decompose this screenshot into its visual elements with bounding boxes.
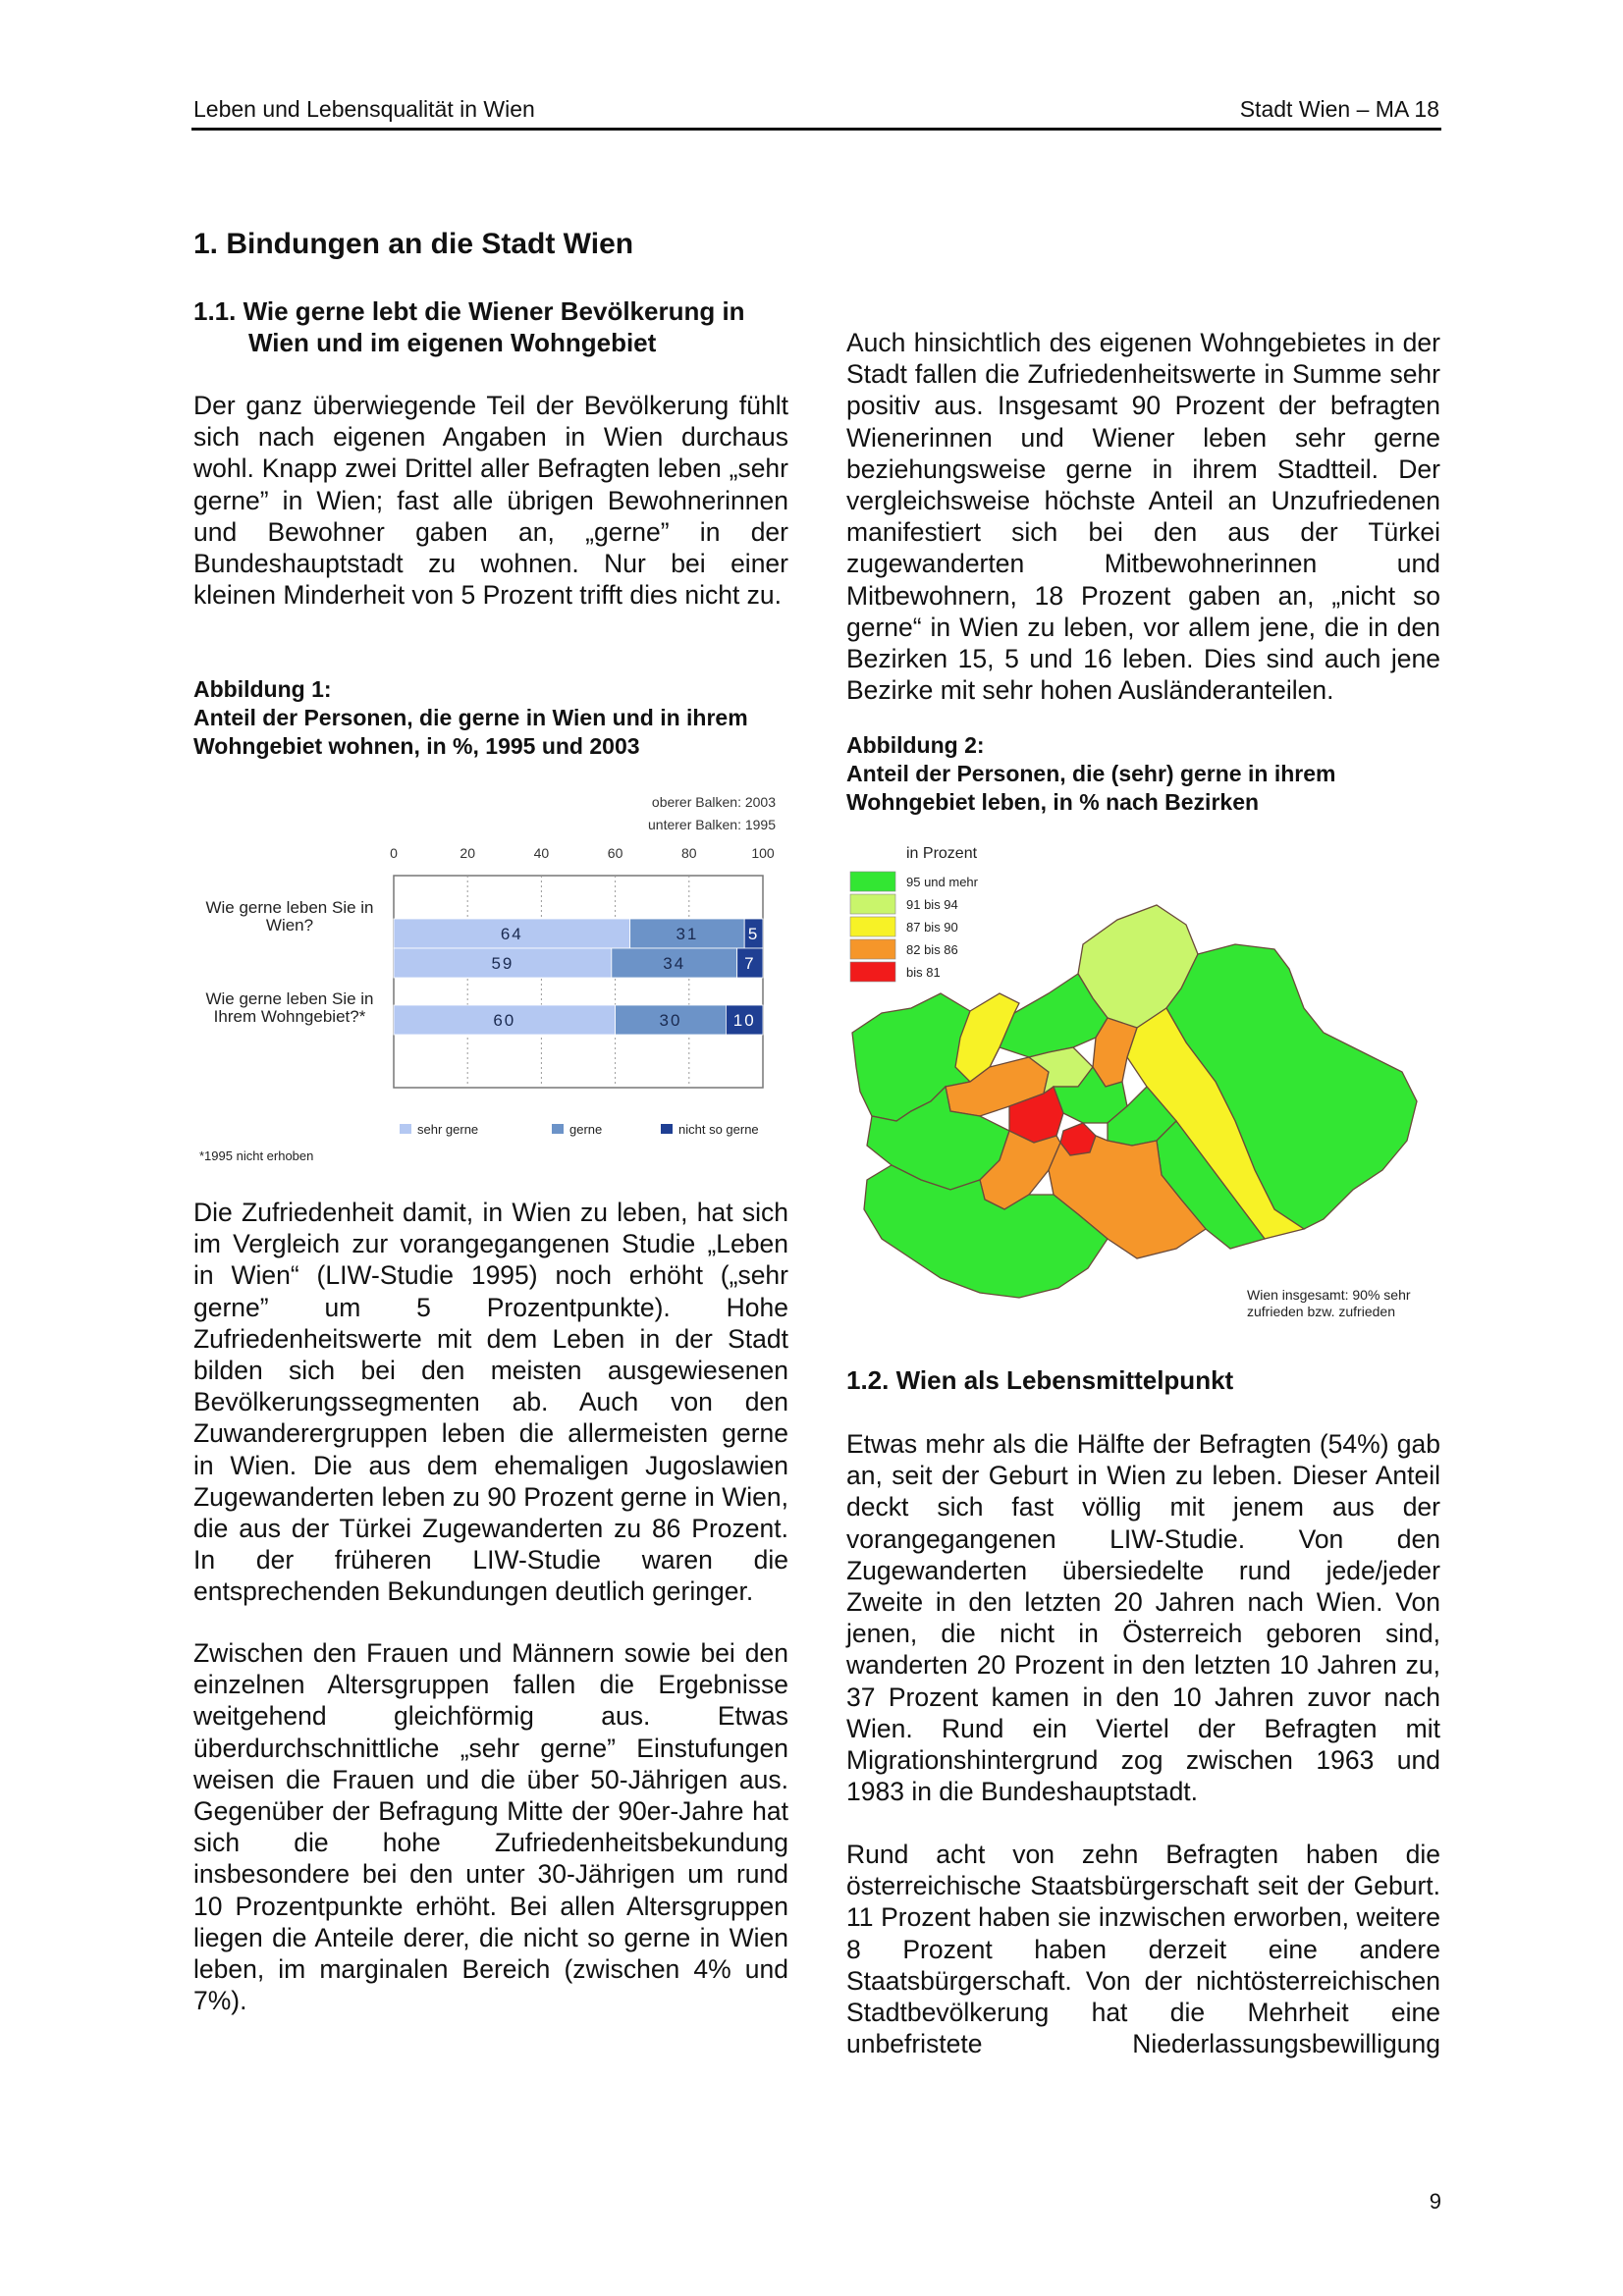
subsection-1-1-line1: 1.1. Wie gerne lebt die Wiener Bevölkerung in xyxy=(193,296,745,326)
chart-note-1995: unterer Balken: 1995 xyxy=(648,817,776,832)
map-legend-label: 87 bis 90 xyxy=(906,920,958,934)
right-paragraph-1: Auch hinsichtlich des eigenen Wohngebietes in der Stadt fallen die Zufriedenheitswerte in Summe sehr positiv aus. Insgesamt 90 Prozent der befragten Wienerinnen und Wiener leben sehr gerne beziehungsweise gerne in ihrem Stadtteil. Der vergleichsweise höchste Anteil an Unzufriedenen manifestiert sich bei den aus der Türkei zugewanderten Mitbewohnerinnen und Mitbewohnern, 18 Prozent gaben an, „nicht so gerne“ in Wien zu leben, vor allem jene, die in den Bezirken 15, 5 und 16 leben. Dies sind auch jene Bezirke mit sehr hohen Ausländeranteilen. xyxy=(846,328,1440,706)
legend-label: sehr gerne xyxy=(417,1122,479,1137)
section-title: 1. Bindungen an die Stadt Wien xyxy=(193,228,634,260)
x-tick-label: 100 xyxy=(751,845,775,861)
left-paragraph-1: Der ganz überwiegende Teil der Bevölkerung fühlt sich nach eigenen Angaben in Wien durchaus wohl. Knapp zwei Drittel aller Befragten leben „sehr gerne” in Wien; fast alle übrigen Bewohnerinnen und Bewohner gaben an, „gerne” in der Bundeshauptstadt zu wohnen. Nur bei einer kleinen Minderheit von 5 Prozent trifft dies nicht zu. xyxy=(193,391,788,611)
x-tick-label: 80 xyxy=(681,845,697,861)
group-label-line1: Wie gerne leben Sie in xyxy=(205,898,374,917)
map-legend-label: 95 und mehr xyxy=(906,875,978,889)
x-tick-label: 60 xyxy=(607,845,623,861)
right-paragraph-3: Rund acht von zehn Befragten haben die österreichische Staatsbürgerschaft seit der Geburt. 11 Prozent haben sie inzwischen erworben, weitere 8 Prozent haben derzeit eine andere Staatsbürgerschaft. Von der nichtösterreichischen Stadtbevölkerung hat die Mehrheit eine unbefristete Niederlassungsbewilligung xyxy=(846,1840,1440,2059)
x-tick-label: 20 xyxy=(460,845,475,861)
group-label-line2: Ihrem Wohngebiet?* xyxy=(213,1007,366,1026)
legend-swatch xyxy=(661,1124,673,1134)
subsection-1-1-line2: Wien und im eigenen Wohngebiet xyxy=(248,328,657,357)
chart-footnote: *1995 nicht erhoben xyxy=(199,1148,314,1163)
vienna-district-map xyxy=(852,905,1417,1298)
map-legend-label: bis 81 xyxy=(906,965,941,980)
group-label-line1: Wie gerne leben Sie in xyxy=(205,989,374,1008)
figure-2-label: Abbildung 2: xyxy=(846,732,985,758)
legend-label: gerne xyxy=(569,1122,603,1137)
bar-value-label: 7 xyxy=(744,954,756,973)
plot-area xyxy=(394,876,763,1088)
header-rule xyxy=(191,128,1441,131)
bar-value-label: 5 xyxy=(747,925,760,943)
legend-swatch xyxy=(552,1124,564,1134)
right-paragraph-2: Etwas mehr als die Hälfte der Befragten (54%) gab an, seit der Geburt in Wien zu leben. Dieser Anteil deckt sich fast völlig mit jenem aus der vorangegangenen LIW-Studie. Von den Zugewanderten übersiedelte rund jede/jeder Zweite in den letzten 20 Jahren nach Wien. Von jenen, die nicht in Österreich geboren sind, wanderten 20 Prozent in den letzten 10 Jahren zu, 37 Prozent kamen in den 10 Jahren zuvor nach Wien. Rund ein Viertel der Befragten mit Migrationshintergrund zog zwischen 1963 und 1983 in die Bundeshauptstadt. xyxy=(846,1429,1440,1807)
bar-value-label: 60 xyxy=(493,1011,516,1030)
page-number: 9 xyxy=(1429,2189,1441,2214)
group-label-line2: Wien? xyxy=(265,916,314,934)
map-legend-label: 91 bis 94 xyxy=(906,897,958,912)
legend-label: nicht so gerne xyxy=(678,1122,759,1137)
map-legend-title: in Prozent xyxy=(906,845,978,862)
bar-value-label: 34 xyxy=(663,954,686,973)
chart-note-2003: oberer Balken: 2003 xyxy=(651,794,776,810)
bar-value-label: 30 xyxy=(659,1011,682,1030)
x-tick-label: 0 xyxy=(390,845,398,861)
figure-1-chart xyxy=(191,785,790,1173)
subsection-1-2: 1.2. Wien als Lebensmittelpunkt xyxy=(846,1365,1234,1395)
bar-value-label: 64 xyxy=(500,925,523,943)
map-note-line2: zufrieden bzw. zufrieden xyxy=(1247,1304,1395,1319)
map-legend-swatch xyxy=(850,939,895,959)
figure-2-caption: Anteil der Personen, die (sehr) gerne in ihrem Wohngebiet leben, in % nach Bezirken xyxy=(846,761,1336,815)
header-title: Leben und Lebensqualität in Wien xyxy=(193,96,535,122)
figure-1-caption: Anteil der Personen, die gerne in Wien und in ihrem Wohngebiet wohnen, in %, 1995 und 2003 xyxy=(193,705,748,759)
bar-value-label: 59 xyxy=(491,954,514,973)
figure-2-map xyxy=(842,836,1432,1327)
map-legend-swatch xyxy=(850,917,895,936)
x-tick-label: 40 xyxy=(533,845,550,861)
left-paragraph-3: Zwischen den Frauen und Männern sowie bei den einzelnen Altersgruppen fallen die Ergebnisse weitgehend gleichförmig aus. Etwas überdurchschnittliche „sehr gerne” Einstufungen weisen die Frauen und die über 50-Jährigen aus. Gegenüber der Befragung Mitte der 90er-Jahre hat sich die hohe Zufriedenheitsbekundung insbesondere bei den unter 30-Jährigen um rund 10 Prozentpunkte erhöht. Bei allen Altersgruppen liegen die Anteile derer, die nicht so gerne in Wien leben, im marginalen Bereich (zwischen 4% und 7%). xyxy=(193,1638,788,2016)
left-paragraph-2: Die Zufriedenheit damit, in Wien zu leben, hat sich im Vergleich zur vorangegangenen Studie „Leben in Wien“ (LIW-Studie 1995) noch erhöht („sehr gerne” um 5 Prozentpunkte). Hohe Zufriedenheitswerte mit dem Leben in der Stadt bilden sich bei den meisten ausgewiesenen Bevölkerungssegmenten ab. Auch von den Zuwanderergruppen leben die allermeisten gerne in Wien. Die aus dem ehemaligen Jugoslawien Zugewanderten leben zu 90 Prozent gerne in Wien, die aus der Türkei Zugewanderten zu 86 Prozent. In der früheren LIW-Studie waren die entsprechenden Bekundungen deutlich geringer. xyxy=(193,1198,788,1607)
bar-value-label: 31 xyxy=(676,925,699,943)
map-legend-swatch xyxy=(850,894,895,914)
figure-1-label: Abbildung 1: xyxy=(193,676,332,702)
map-legend-label: 82 bis 86 xyxy=(906,942,958,957)
header-org: Stadt Wien – MA 18 xyxy=(1239,96,1439,122)
map-note-line1: Wien insgesamt: 90% sehr xyxy=(1247,1287,1411,1303)
bar-value-label: 10 xyxy=(732,1011,756,1030)
map-legend-swatch xyxy=(850,962,895,982)
legend-swatch xyxy=(400,1124,411,1134)
map-legend-swatch xyxy=(850,872,895,891)
